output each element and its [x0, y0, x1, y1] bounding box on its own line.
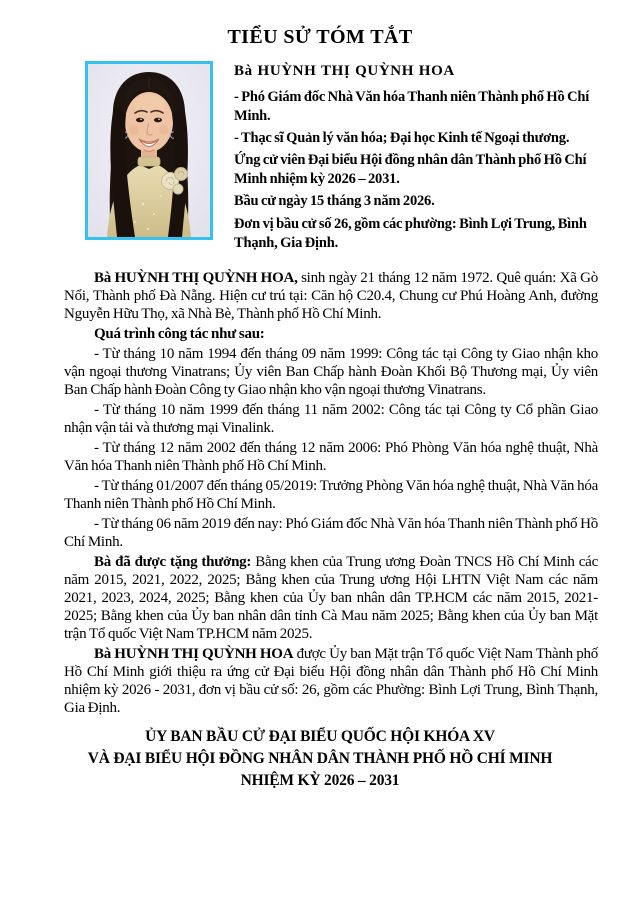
- profile-election-date-line: Bầu cử ngày 15 tháng 3 năm 2026.: [234, 193, 435, 210]
- footer-line-2: VÀ ĐẠI BIỂU HỘI ĐỒNG NHÂN DÂN THÀNH PHỐ HỒ CHÍ MINH: [87, 749, 553, 767]
- profile-candidacy-line: Ứng cử viên Đại biểu Hội đồng nhân dân Thành phố Hồ Chí Minh nhiệm kỳ 2026 – 2031.: [234, 152, 587, 188]
- profile-education-line: - Thạc sĩ Quản lý văn hóa; Đại học Kinh tế Ngoại thương.: [234, 130, 570, 147]
- nomination-name-bold: Bà HUỲNH THỊ QUỲNH HOA: [94, 645, 294, 662]
- career-item: - Từ tháng 10 năm 1999 đến tháng 11 năm 2002: Công tác tại Công ty Cổ phần Giao nhận vận tải và thương mại Vinalink.: [64, 401, 598, 436]
- candidate-header: [85, 61, 640, 256]
- candidate-name: Bà HUỲNH THỊ QUỲNH HOA: [234, 63, 455, 79]
- awards-paragraph: [64, 553, 598, 643]
- footer-line-1: ỦY BAN BẦU CỬ ĐẠI BIỂU QUỐC HỘI KHÓA XV: [145, 727, 495, 745]
- career-item: - Từ tháng 12 năm 2002 đến tháng 12 năm 2006: Phó Phòng Văn hóa nghệ thuật, Nhà Văn hóa Thanh niên Thành phố Hồ Chí Minh.: [64, 439, 598, 474]
- career-item: - Từ tháng 10 năm 1994 đến tháng 09 năm 1999: Công tác tại Công ty Giao nhận kho vận ngoại thương Vinatrans; Ủy viên Ban Chấp hành Đoàn Khối Bộ Thương mại, Ủy viên Ban Chấp hành Đoàn Công ty Giao nhận kho vận ngoại thương Vinatrans.: [64, 345, 598, 398]
- profile-position-line: - Phó Giám đốc Nhà Văn hóa Thanh niên Thành phố Hồ Chí Minh.: [234, 88, 590, 124]
- election-committee-footer: [0, 726, 640, 792]
- footer-line-3: NHIỆM KỲ 2026 – 2031: [240, 771, 400, 789]
- intro-name-bold: Bà HUỲNH THỊ QUỲNH HOA,: [94, 269, 298, 286]
- portrait-illustration: [88, 64, 210, 237]
- nomination-text: được Ủy ban Mặt trận Tổ quốc Việt Nam Thành phố Hồ Chí Minh giới thiệu ra ứng cử Đại biểu Hội đồng nhân dân Thành phố Hồ Chí Minh nhiệm kỳ 2026 - 2031, đơn vị bầu cử số: 26, gồm các Phường: Bình Lợi Trung, Bình Thạnh, Gia Định.: [64, 645, 598, 716]
- nomination-paragraph: [64, 645, 598, 717]
- intro-paragraph: [64, 269, 598, 323]
- profile-election-unit-line: Đơn vị bầu cử số 26, gồm các phường: Bình Lợi Trung, Bình Thạnh, Gia Định.: [234, 215, 587, 251]
- candidate-profile: [234, 61, 600, 256]
- career-heading: Quá trình công tác như sau:: [94, 325, 265, 342]
- intro-text: sinh ngày 21 tháng 12 năm 1972. Quê quán: Xã Gò Nổi, Thành phố Đà Nẵng. Hiện cư trú tại: Căn hộ C20.4, Chung cư Phú Hoàng Anh, đường Nguyễn Hữu Thọ, xã Nhà Bè, Thành phố Hồ Chí Minh.: [64, 269, 598, 322]
- biography-body: [64, 269, 598, 717]
- awards-text: Bằng khen của Trung ương Đoàn TNCS Hồ Chí Minh các năm 2015, 2021, 2022, 2025; Bằng khen của Trung ương Hội LHTN Việt Nam các năm 2021, 2023, 2024, 2025; Bằng khen của Ủy ban nhân dân TP.HCM các năm 2015, 2021-2025; Bằng khen của Ủy ban nhân dân tỉnh Cà Mau năm 2025; Bằng khen của Ủy ban Mặt trận Tổ quốc Việt Nam TP.HCM năm 2025.: [64, 553, 598, 642]
- awards-label-bold: Bà đã được tặng thưởng:: [94, 553, 252, 570]
- career-item: - Từ tháng 06 năm 2019 đến nay: Phó Giám đốc Nhà Văn hóa Thanh niên Thành phố Hồ Chí Minh.: [64, 515, 598, 550]
- page-title: TIỂU SỬ TÓM TẮT: [227, 26, 413, 48]
- career-item: - Từ tháng 01/2007 đến tháng 05/2019: Trưởng Phòng Văn hóa nghệ thuật, Nhà Văn hóa Thanh niên Thành phố Hồ Chí Minh.: [64, 477, 598, 512]
- candidate-photo: [85, 61, 213, 240]
